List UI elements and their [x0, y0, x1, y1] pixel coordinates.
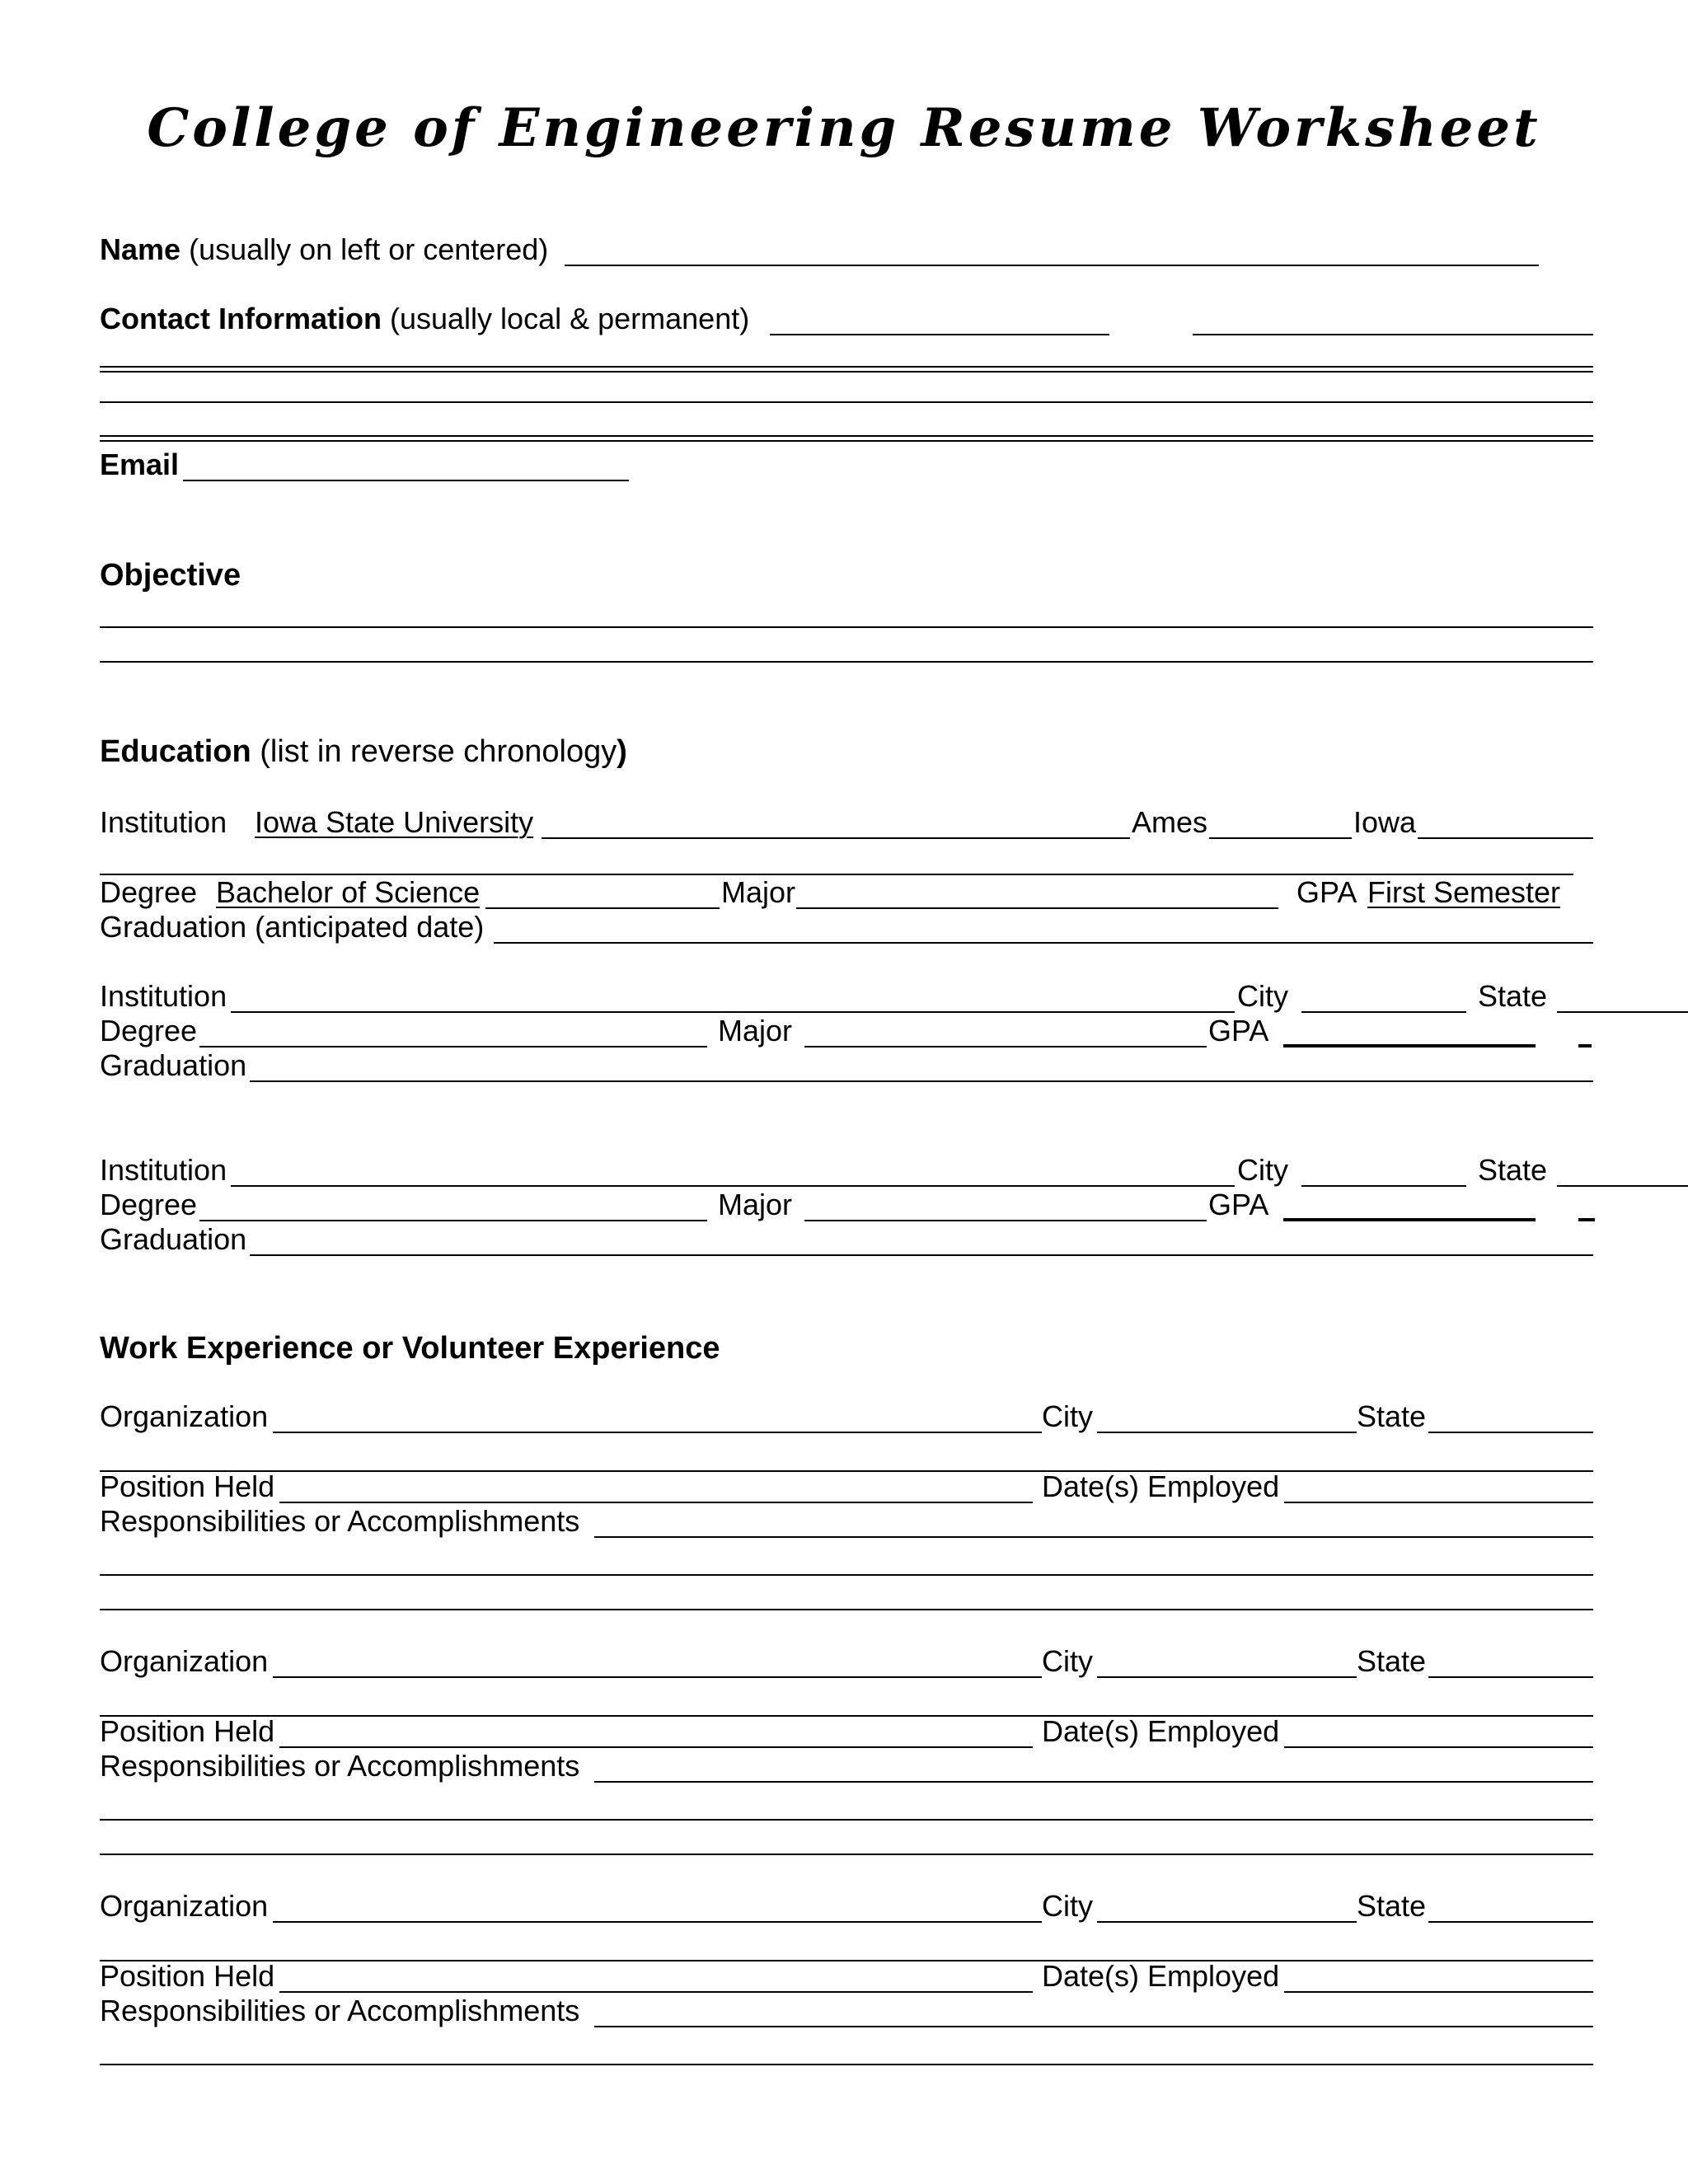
responsibilities-line[interactable] [100, 1574, 1593, 1576]
contact-field-local[interactable] [770, 334, 1109, 335]
institution-field[interactable] [231, 1011, 1235, 1013]
contact-line-2[interactable] [100, 401, 1593, 403]
education-entry-3-graduation-row: Graduation [100, 1223, 1593, 1259]
contact-field-permanent[interactable] [1193, 334, 1593, 335]
state-field[interactable] [1557, 1011, 1688, 1013]
education-entry-3-institution-row: Institution City State [100, 1154, 1593, 1190]
contact-line-1[interactable] [100, 366, 1593, 373]
responsibilities-field[interactable] [594, 2026, 1593, 2027]
email-label: Email [100, 448, 180, 481]
major-field[interactable] [804, 1046, 1207, 1047]
major-field[interactable] [796, 907, 1278, 909]
education-entry-1-degree-row [100, 876, 1593, 912]
work-entry-2-organization-row: Organization City State [100, 1645, 1593, 1681]
gpa-field[interactable] [1283, 1218, 1536, 1221]
work-entry-1-responsibilities-row: Responsibilities or Accomplishments [100, 1505, 1593, 1541]
state-field[interactable] [1557, 1185, 1688, 1187]
contact-row [100, 302, 1593, 339]
state-value[interactable]: Iowa [1353, 805, 1417, 839]
gpa-value[interactable]: First Semester [1367, 875, 1561, 909]
state-field[interactable] [1428, 1432, 1593, 1433]
institution-field[interactable] [542, 837, 1593, 839]
work-entry-3-responsibilities-row: Responsibilities or Accomplishments [100, 1994, 1593, 2031]
contact-line-3[interactable] [100, 435, 1593, 442]
work-entry-3-position-row: Position Held Date(s) Employed [100, 1960, 1593, 1996]
responsibilities-line[interactable] [100, 1854, 1593, 1855]
city-field[interactable] [1097, 1921, 1357, 1923]
position-field[interactable] [279, 1991, 1033, 1993]
education-heading: Education (list in reverse chronology) [100, 734, 627, 769]
major-field[interactable] [804, 1220, 1207, 1221]
dates-field[interactable] [1284, 1746, 1593, 1748]
education-entry-3-degree-row: Degree Major GPA [100, 1188, 1593, 1225]
education-entry-1-graduation-row [100, 911, 1593, 947]
city-field[interactable] [1301, 1185, 1466, 1187]
work-entry-1-position-row: Position Held Date(s) Employed [100, 1470, 1593, 1507]
city-value[interactable]: Ames [1132, 805, 1208, 839]
organization-field[interactable] [273, 1676, 1042, 1678]
responsibilities-line[interactable] [100, 1819, 1593, 1821]
position-field[interactable] [279, 1746, 1033, 1748]
objective-heading: Objective [100, 558, 241, 593]
education-entry-2-degree-row: Degree Major GPA [100, 1015, 1593, 1051]
responsibilities-field[interactable] [594, 1536, 1593, 1538]
state-field[interactable] [1428, 1921, 1593, 1923]
name-field[interactable] [565, 265, 1539, 266]
objective-line-1[interactable] [100, 626, 1593, 628]
responsibilities-line[interactable] [100, 2064, 1593, 2065]
city-field[interactable] [1097, 1676, 1357, 1678]
position-field[interactable] [279, 1502, 1033, 1503]
organization-field[interactable] [273, 1432, 1042, 1433]
name-hint: (usually on left or centered) [189, 232, 549, 266]
work-entry-3-organization-row: Organization City State [100, 1890, 1593, 1926]
institution-field[interactable] [231, 1185, 1235, 1187]
major-label: Major [721, 875, 796, 909]
graduation-field[interactable] [494, 942, 1593, 944]
graduation-field[interactable] [250, 1254, 1593, 1256]
graduation-field[interactable] [250, 1080, 1593, 1082]
dates-field[interactable] [1284, 1502, 1593, 1503]
education-entry-2-graduation-row: Graduation [100, 1049, 1593, 1085]
work-entry-2-position-row: Position Held Date(s) Employed [100, 1715, 1593, 1751]
work-entry-1-organization-row: Organization City State [100, 1400, 1593, 1436]
work-heading: Work Experience or Volunteer Experience [100, 1331, 720, 1366]
organization-field[interactable] [273, 1921, 1042, 1923]
graduation-label: Graduation (anticipated date) [100, 910, 485, 944]
state-field[interactable] [1428, 1676, 1593, 1678]
gpa-label: GPA [1296, 875, 1357, 909]
email-field[interactable] [183, 480, 629, 481]
name-row [100, 233, 1593, 269]
dates-field[interactable] [1284, 1991, 1593, 1993]
email-row [100, 448, 1593, 485]
education-hint: (list in reverse chronology [260, 734, 617, 769]
city-field[interactable] [1097, 1432, 1357, 1433]
contact-hint: (usually local & permanent) [390, 302, 750, 335]
institution-value[interactable]: Iowa State University [255, 805, 534, 839]
city-field[interactable] [1301, 1011, 1466, 1013]
degree-field[interactable] [485, 907, 720, 909]
name-label: Name [100, 232, 181, 266]
responsibilities-field[interactable] [594, 1781, 1593, 1783]
degree-value[interactable]: Bachelor of Science [216, 875, 481, 909]
degree-label: Degree [100, 875, 198, 909]
contact-label: Contact Information [100, 302, 382, 335]
degree-field[interactable] [199, 1046, 707, 1047]
gpa-field[interactable] [1283, 1044, 1536, 1047]
work-entry-2-responsibilities-row: Responsibilities or Accomplishments [100, 1750, 1593, 1786]
education-entry-1-institution-row [100, 806, 1593, 842]
institution-label: Institution [100, 805, 227, 839]
degree-field[interactable] [199, 1220, 707, 1221]
objective-line-2[interactable] [100, 661, 1593, 663]
page-title: College of Engineering Resume Worksheet [147, 97, 1541, 159]
responsibilities-line[interactable] [100, 1609, 1593, 1610]
education-entry-2-institution-row: Institution City State [100, 980, 1593, 1016]
